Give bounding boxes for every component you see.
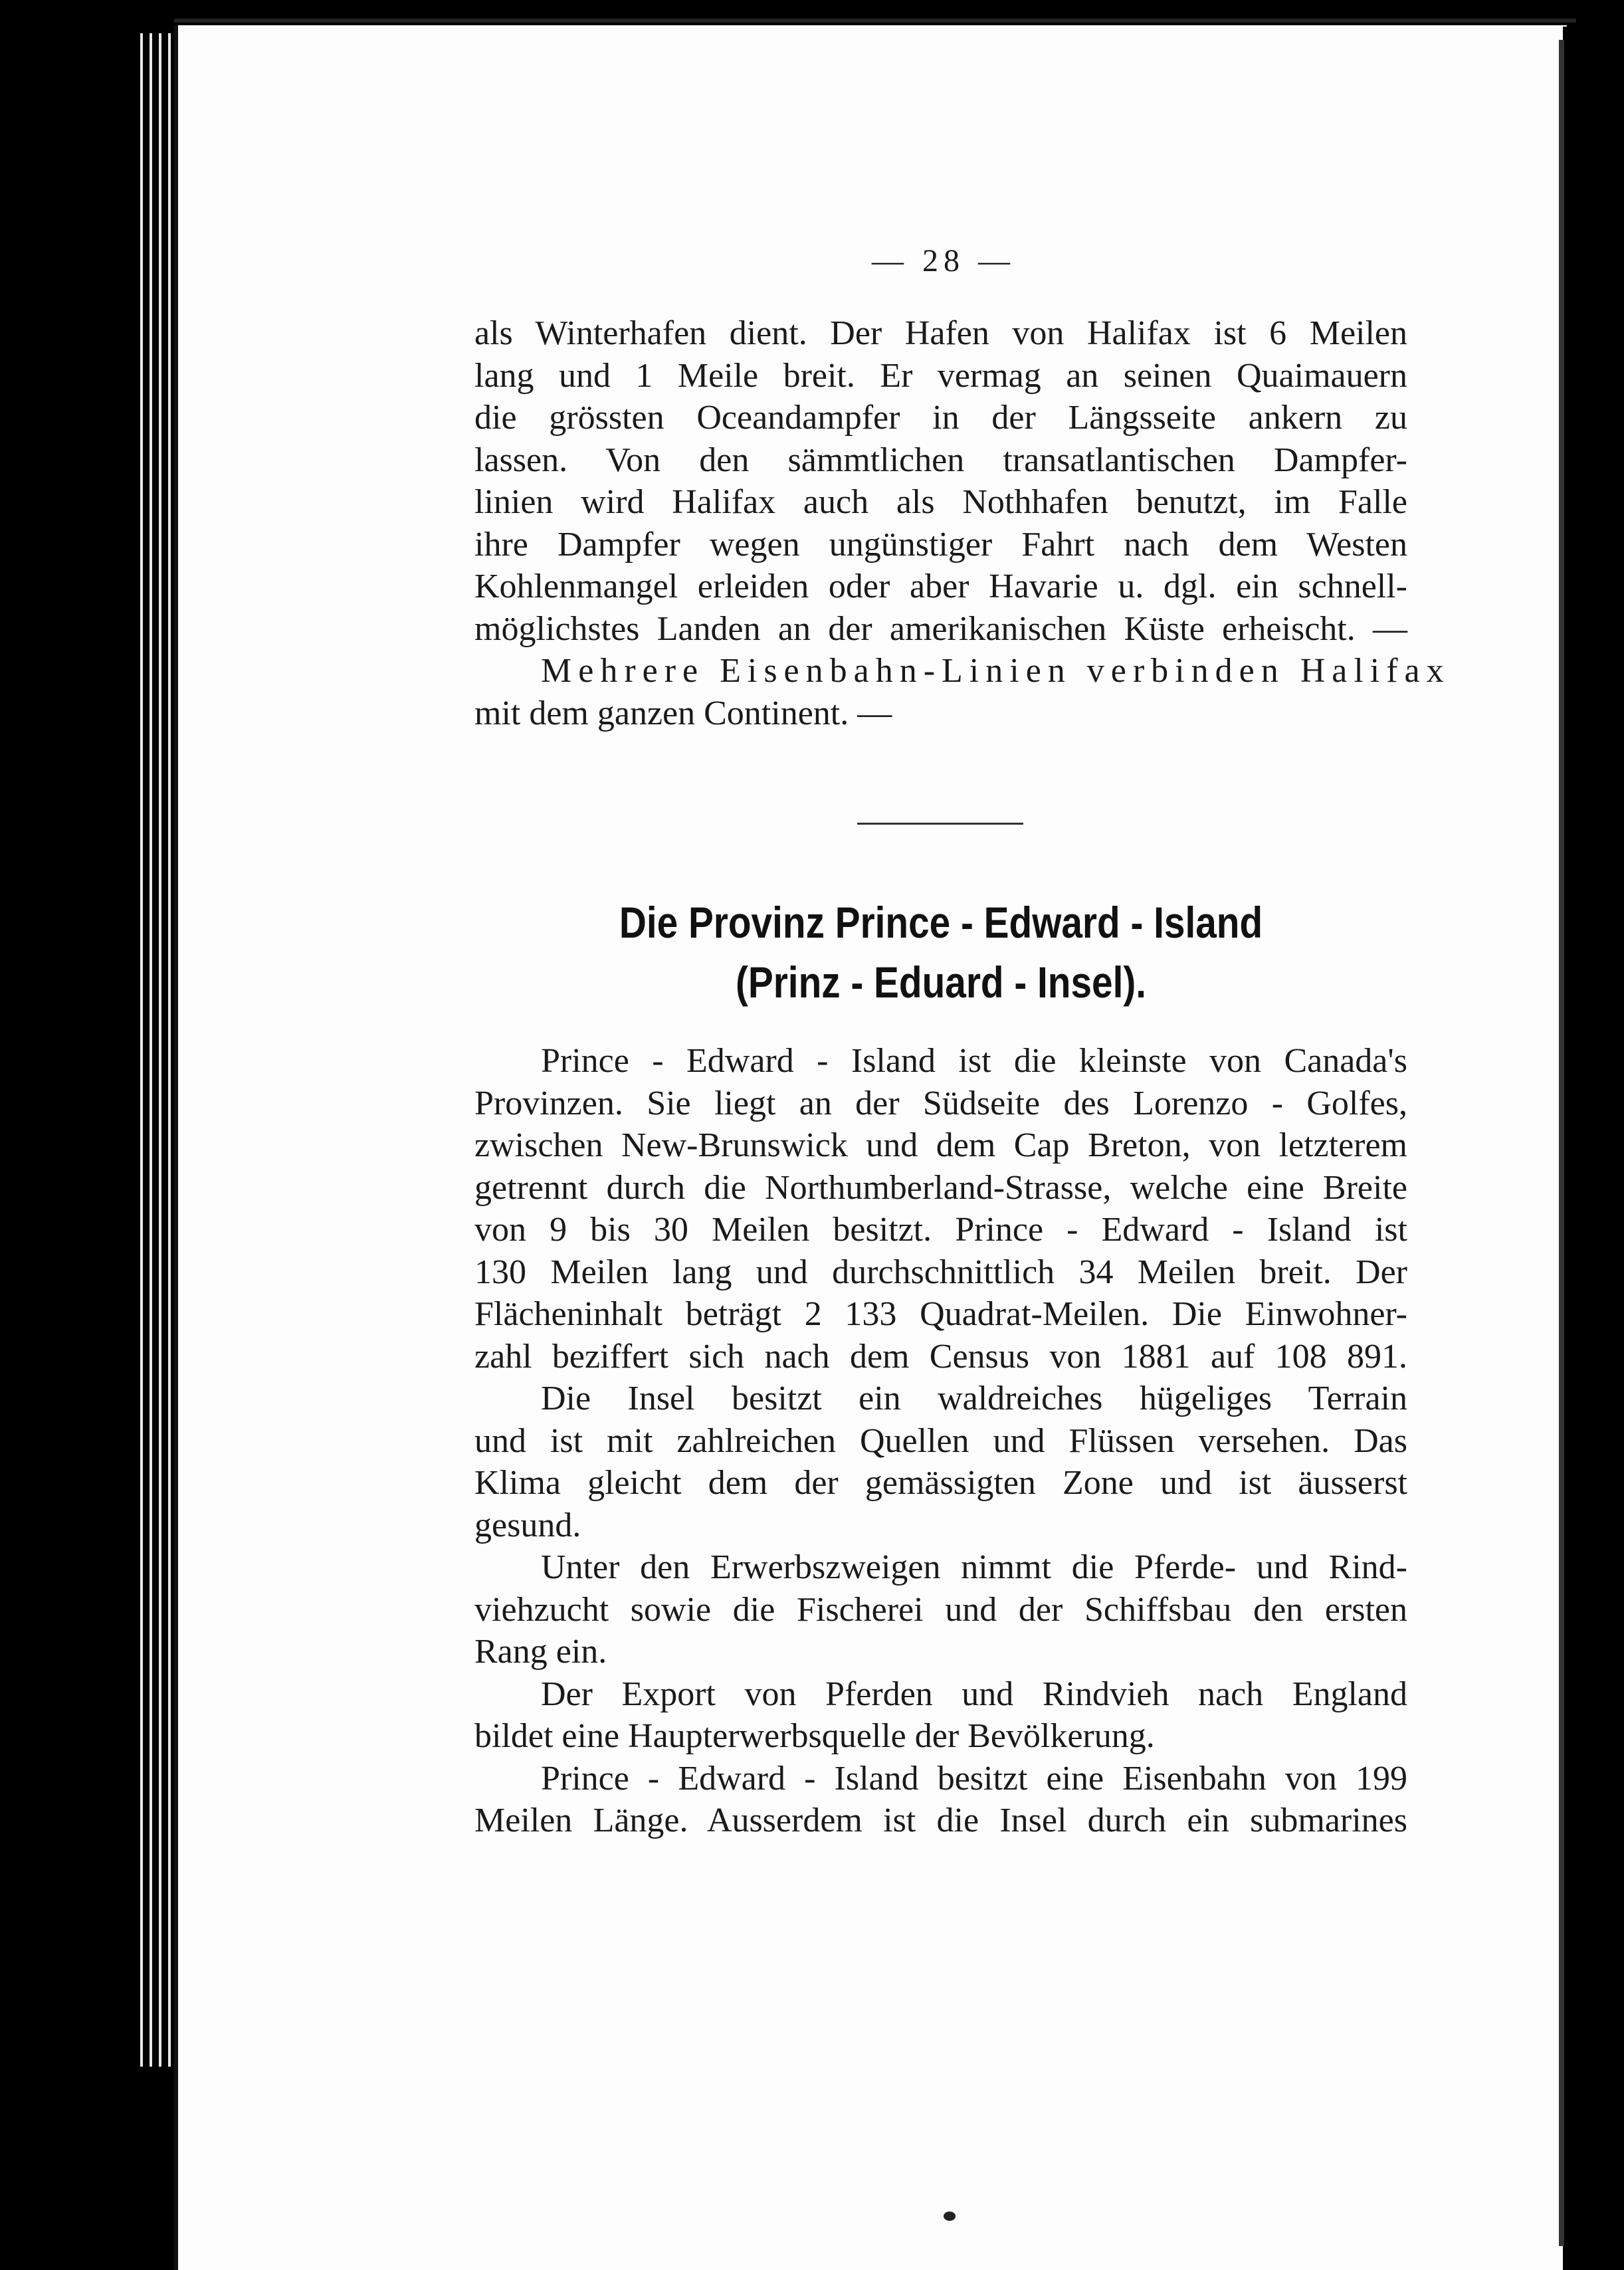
- text-line: mit dem ganzen Continent. —: [474, 694, 892, 732]
- text-line: Flächeninhalt beträgt 2 133 Quadrat-Meilen. Die Einwohner-: [474, 1295, 1407, 1333]
- text-line: zwischen New-Brunswick und dem Cap Breton, von letzterem: [474, 1126, 1407, 1164]
- text-line: Meilen Länge. Ausserdem ist die Insel durch ein submarines: [474, 1802, 1407, 1839]
- text-line: 130 Meilen lang und durchschnittlich 34 Meilen breit. Der: [474, 1253, 1407, 1291]
- text-line: Kohlenmangel erleiden oder aber Havarie u. dgl. ein schnell-: [474, 568, 1407, 605]
- text-line: bildet eine Haupterwerbsquelle der Bevölkerung.: [474, 1717, 1155, 1755]
- text-line: Prince - Edward - Island besitzt eine Eisenbahn von 199: [541, 1759, 1407, 1798]
- page-stack-edges: [136, 33, 176, 2067]
- text-line: zahl beziffert sich nach dem Census von 1881 auf 108 891.: [474, 1337, 1407, 1376]
- paragraph-continuation: [474, 312, 1451, 734]
- text-line: als Winterhafen dient. Der Hafen von Halifax ist 6 Meilen: [474, 314, 1407, 352]
- text-line: von 9 bis 30 Meilen besitzt. Prince - Edward - Island ist: [474, 1211, 1407, 1249]
- paragraph-terrain: [474, 1378, 1407, 1546]
- text-line: Provinzen. Sie liegt an der Südseite des Lorenzo - Golfes,: [474, 1084, 1407, 1122]
- paragraph-overview: [474, 1040, 1407, 1378]
- text-line: gesund.: [474, 1506, 581, 1544]
- paragraph-export: [474, 1673, 1407, 1758]
- text-line: linien wird Halifax auch als Nothhafen benutzt, im Falle: [474, 483, 1407, 521]
- section-heading: [540, 892, 1342, 1012]
- heading-line: Die Provinz Prince - Edward - Island: [619, 898, 1263, 947]
- section-body: [474, 1040, 1407, 1842]
- text-line: die grössten Oceandampfer in der Längsseite ankern zu: [474, 399, 1407, 437]
- page-top-edge: [174, 19, 1576, 23]
- text-line: Der Export von Pferden und Rindvieh nach England: [541, 1675, 1407, 1713]
- text-line: Klima gleicht dem der gemässigten Zone und ist äusserst: [474, 1464, 1407, 1502]
- text-line: Prince - Edward - Island ist die kleinste von Canada's: [541, 1042, 1407, 1080]
- text-line: möglichstes Landen an der amerikanischen Küste erheischt. —: [474, 609, 1407, 648]
- paragraph-industries: [474, 1546, 1407, 1673]
- text-line: getrennt durch die Northumberland-Strasse, welche eine Breite: [474, 1168, 1407, 1207]
- text-line: Rang ein.: [474, 1633, 607, 1671]
- section-divider: [857, 823, 1023, 825]
- page-number: — 28 —: [872, 243, 1015, 278]
- paragraph-railway-lines: [474, 650, 1451, 734]
- text-line: Mehrere Eisenbahn-Linien verbinden Halifax: [541, 652, 1451, 690]
- text-line: Unter den Erwerbszweigen nimmt die Pferde- und Rind-: [541, 1548, 1407, 1586]
- page-right-edge: [1559, 40, 1564, 2246]
- text-line: lang und 1 Meile breit. Er vermag an seinen Quaimauern: [474, 356, 1407, 395]
- text-line: und ist mit zahlreichen Quellen und Flüssen versehen. Das: [474, 1421, 1407, 1460]
- text-line: lassen. Von den sämmtlichen transatlantischen Dampfer-: [474, 441, 1407, 479]
- text-line: viehzucht sowie die Fischerei und der Schiffsbau den ersten: [474, 1590, 1407, 1629]
- paragraph-railway: [474, 1758, 1407, 1842]
- text-line: ihre Dampfer wegen ungünstiger Fahrt nach dem Westen: [474, 525, 1407, 564]
- paragraph-halifax-harbour: [474, 312, 1407, 650]
- scan-background-right: [1563, 27, 1624, 2270]
- heading-line: (Prinz - Eduard - Insel).: [735, 958, 1147, 1007]
- text-line: Die Insel besitzt ein waldreiches hügeliges Terrain: [541, 1380, 1407, 1417]
- scan-speck: [944, 2212, 956, 2221]
